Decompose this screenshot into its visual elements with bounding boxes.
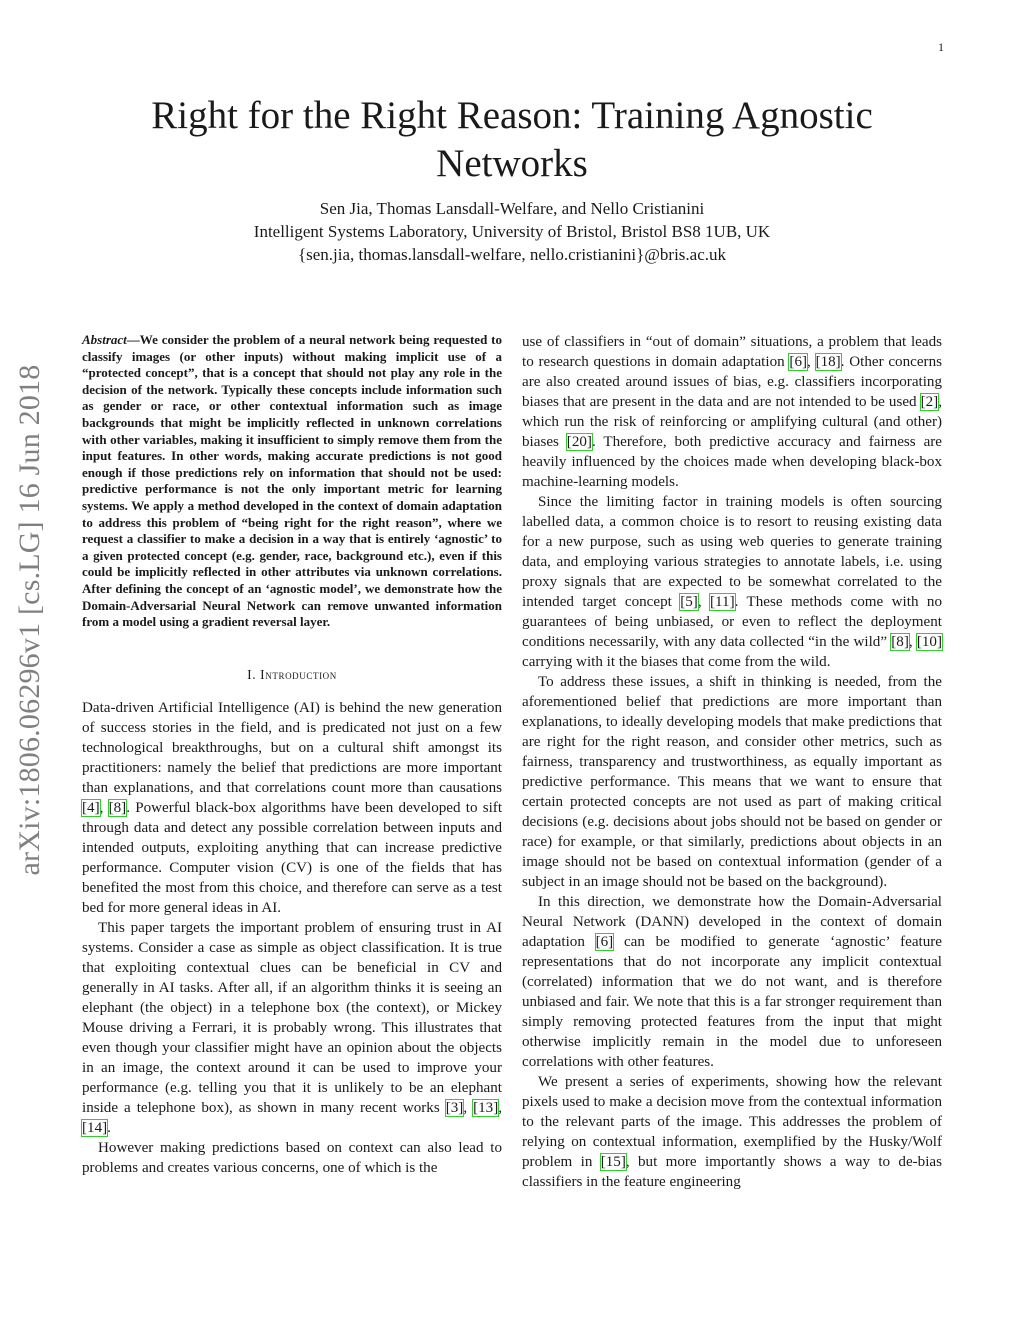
abstract-label: Abstract	[82, 332, 127, 347]
citation-link[interactable]: [4]	[82, 799, 100, 816]
intro-paragraph-1: Data-driven Artificial Intelligence (AI) is behind the new generation of success stories in the field, and is predicated not just on a few technological breakthroughs, but on a cultural shift amongst its practitioners: namely the belief that predictions are more important than explanations, and that correlations count more than causations [4], [8]. Powerful black-box algorithms have been developed to sift through data and detect any possible correlation between inputs and intended outputs, exploiting anything that can increase predictive performance. Computer vision (CV) is one of the fields that has benefited the most from this choice, and therefore can serve as a test bed for more general ideas in AI.	[82, 699, 503, 916]
page-number: 1	[938, 40, 944, 54]
right-column	[522, 332, 942, 1192]
intro-paragraph-3: However making predictions based on context can also lead to problems and creates various concerns, one of which is the	[82, 1139, 502, 1176]
author-block	[100, 197, 924, 266]
author-names: Sen Jia, Thomas Lansdall-Welfare, and Nello Cristianini	[319, 199, 705, 218]
citation-link[interactable]: [18]	[815, 354, 841, 370]
right-paragraph-3: To address these issues, a shift in thinking is needed, from the aforementioned belief that predictions are more important than explanations, to ideally developing models that make predictions that are right for the right reason, and consider other metrics, such as fairness, transparency and trustworthiness, as equally important as predictive performance. This means that we want to ensure that certain protected concepts are not used as part of making critical decisions (e.g. decisions about jobs should not be based on gender or race) for example, or that similarly, predictions about objects in an image should not be based on contextual information (gender of a subject in an image should not be based on the background).	[522, 674, 942, 890]
arxiv-stamp: arXiv:1806.06296v1 [cs.LG] 16 Jun 2018	[13, 364, 46, 876]
left-column	[82, 332, 502, 1178]
citation-link[interactable]: [6]	[595, 934, 614, 950]
author-emails: {sen.jia, thomas.lansdall-welfare, nello.cristianini}@bris.ac.uk	[297, 245, 727, 264]
section-heading-introduction: I. Introduction	[247, 666, 337, 682]
citation-link[interactable]: [14]	[82, 1119, 108, 1136]
right-paragraph-4: In this direction, we demonstrate how the Domain-Adversarial Neural Network (DANN) developed in the context of domain adaptation [6] can be modified to generate ‘agnostic’ feature representations that do not incorporate any implicit contextual (correlated) information that we do not want, and is therefore unbiased and fair. We note that this is a far stronger requirement than simply removing protected features from the input that might otherwise implicitly remain in the model due to unforeseen correlations with other features.	[522, 894, 943, 1070]
author-affiliation: Intelligent Systems Laboratory, University of Bristol, Bristol BS8 1UB, UK	[253, 222, 771, 241]
citation-link[interactable]: [2]	[920, 394, 939, 410]
citation-link[interactable]: [3]	[445, 1099, 464, 1116]
citation-link[interactable]: [5]	[680, 594, 698, 610]
right-paragraph-5: We present a series of experiments, showing how the relevant pixels used to make a decision move from the contextual information to the relevant parts of the image. This addresses the problem of relying on contextual information, exemplified by the Husky/Wolf problem in [15], but more importantly shows a way to de-bias classifiers in the feature engineering	[522, 1074, 942, 1190]
citation-link[interactable]: [6]	[789, 354, 808, 370]
citation-link[interactable]: [11]	[710, 594, 735, 610]
right-paragraph-1: use of classifiers in “out of domain” situations, a problem that leads to research questions in domain adaptation [6], [18]. Other concerns are also created around issues of bias, e.g. classifiers incorporating biases that are present in the data and are not intended to be used [2], which run the risk of reinforcing or amplifying cultural (and other) biases [20]. Therefore, both predictive accuracy and fairness are heavily influenced by the choices made when developing black-box machine-learning models.	[522, 334, 942, 490]
citation-link[interactable]: [15]	[600, 1154, 626, 1170]
intro-paragraph-2: This paper targets the important problem of ensuring trust in AI systems. Consider a case as simple as object classification. It is true that exploiting contextual clues can be beneficial in CV and generally in AI tasks. After all, if an algorithm thinks it is seeing an elephant (the object) in a telephone box (the context), or Mickey Mouse driving a Ferrari, it is probably wrong. This illustrates that even though your classifier might have an opinion about the objects in an image, the context around it can be used to improve your performance (e.g. telling you that it is unlikely to be an elephant inside a telephone box), as shown in many recent works [3], [13], [14].	[82, 919, 503, 1136]
citation-link[interactable]: [20]	[566, 434, 592, 450]
citation-link[interactable]: [10]	[916, 634, 942, 650]
citation-link[interactable]: [8]	[891, 634, 909, 650]
citation-link[interactable]: [13]	[473, 1099, 499, 1116]
paper-title: Right for the Right Reason: Training Agnostic Networks	[151, 94, 873, 185]
abstract-text: We consider the problem of a neural network being requested to classify images (or other inputs) without making implicit use of a “protected concept”, that is a concept that should not play any role in the decision of the network. Typically these concepts include information such as gender or race, or other contextual information such as image backgrounds that might be implicitly reflected in unknown correlations with other variables, making it insufficient to simply remove them from the input features. In other words, making accurate predictions is not good enough if those predictions rely on information that should not be used: predictive performance is not the only important metric for learning systems. We apply a method developed in the context of domain adaptation to address this problem of “being right for the right reason”, where we request a classifier to make a decision in a way that is entirely ‘agnostic’ to a given protected concept (e.g. gender, race, background etc.), even if this could be implicitly reflected in other attributes via unknown correlations. After defining the concept of an ‘agnostic model’, we demonstrate how the Domain-Adversarial Neural Network can remove unwanted information from a model using a gradient reversal layer.	[82, 332, 502, 630]
citation-link[interactable]: [8]	[108, 799, 127, 816]
right-paragraph-2: Since the limiting factor in training models is often sourcing labelled data, a common choice is to resort to reusing existing data for a new purpose, such as using web queries to generate training data, and employing various strategies to annotate labels, i.e. using proxy signals that are expected to be somewhat correlated to the intended target concept [5], [11]. These methods come with no guarantees of being unbiased, or even to reflect the deployment conditions necessarily, with any data collected “in the wild” [8], [10] carrying with it the biases that come from the wild.	[522, 494, 942, 670]
abstract: Abstract—We consider the problem of a neural network being requested to classify images (or other inputs) without making implicit use of a “protected concept”, that is a concept that should not play any role in the decision of the network. Typically these concepts include information such as gender or race, or other contextual information such as image backgrounds that might be implicitly reflected in unknown correlations with other variables, making it insufficient to simply remove them from the input features. In other words, making accurate predictions is not good enough if those predictions rely on information that should not be used: predictive performance is not the only important metric for learning systems. We apply a method developed in the context of domain adaptation to address this problem of “being right for the right reason”, where we request a classifier to make a decision in a way that is entirely ‘agnostic’ to a given protected concept (e.g. gender, race, background etc.), even if this could be implicitly reflected in other attributes via unknown correlations. After defining the concept of an ‘agnostic model’, we demonstrate how the Domain-Adversarial Neural Network can remove unwanted information from a model using a gradient reversal layer.	[82, 332, 502, 630]
